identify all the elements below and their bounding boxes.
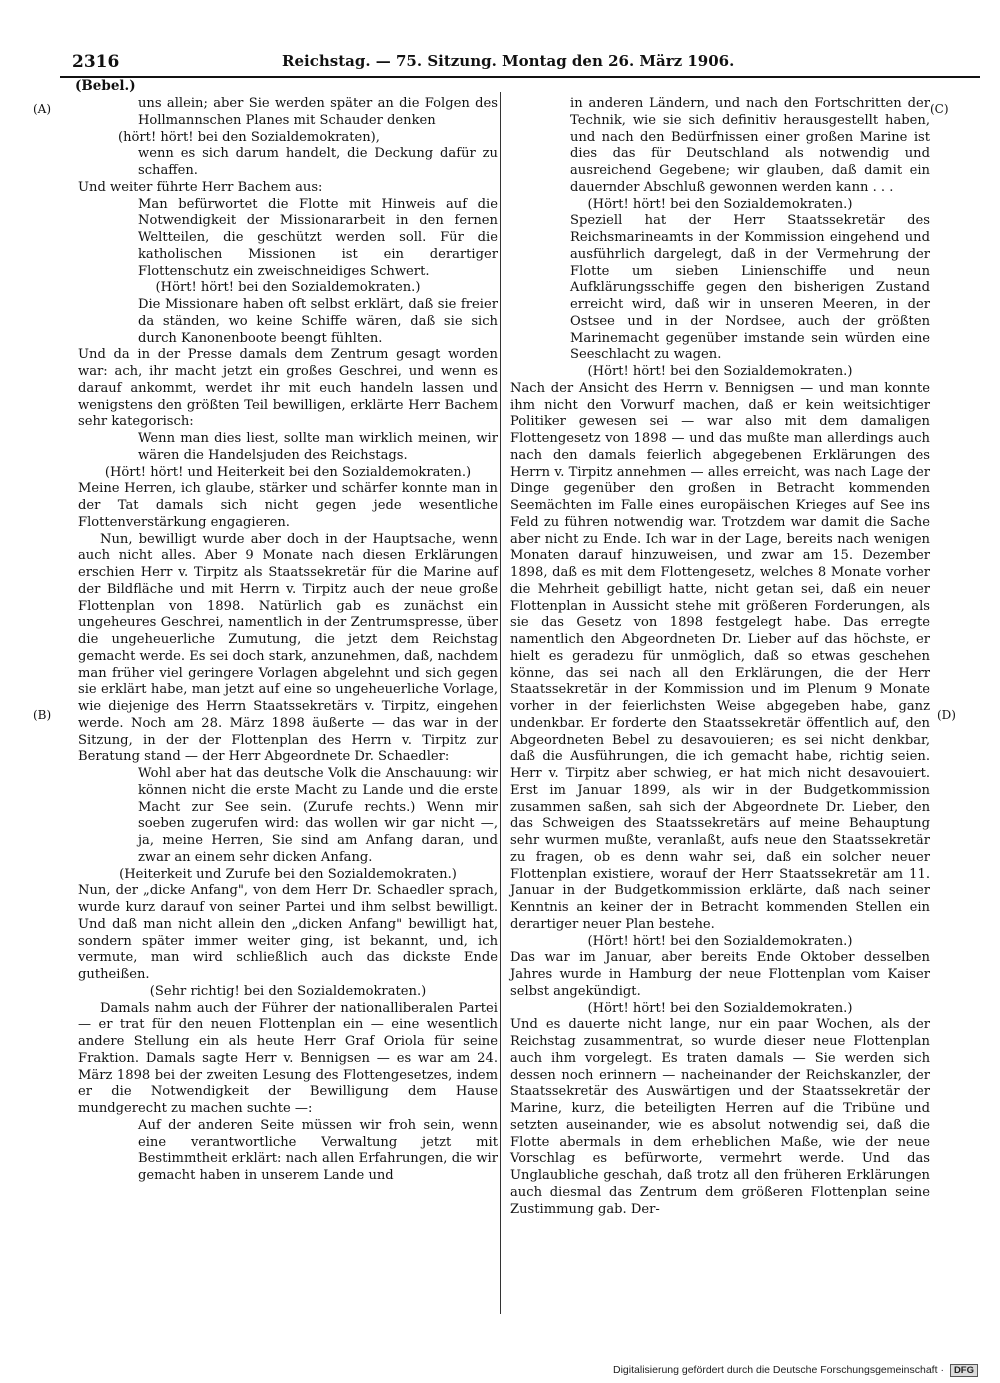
paragraph: Nun, der „dicke Anfang", von dem Herr Dr. Schaedler sprach, wurde kurz darauf von seiner Partei und ihm selbst bewilligt. Und daß man nicht allein den „dicken Anfang" bewilligt hat, sondern später immer weiter ging, ist bekannt, und, ich vermute, man wird schließlich auch das dickste Ende gutheißen. [78, 883, 498, 982]
paragraph: Damals nahm auch der Führer der nationalliberalen Partei — er trat für den neuen Flottenplan ein — eine wesentlich andere Stellung ein als heute Herr Graf Oriola für seine Fraktion. Damals sagte Herr v. Bennigsen — es war am 24. März 1898 bei der zweiten Lesung des Flottengesetzes, indem er die Notwendigkeit der Bewilligung dem Hause mundgerecht zu machen suchte —: [78, 1000, 498, 1116]
quotation-paragraph: Man befürwortet die Flotte mit Hinweis auf die Notwendigkeit der Missionararbeit in den fernen Weltteilen, die geschützt werden soll. Für die katholischen Missionen ist ein derartiger Flottenschutz ein zweischneidiges Schwert. [138, 196, 498, 279]
paragraph: Und weiter führte Herr Bachem aus: [78, 179, 323, 195]
interjection: (Hört! hört! bei den Sozialdemokraten.) [587, 196, 853, 212]
quotation-paragraph: uns allein; aber Sie werden später an die Folgen des Hollmannschen Planes mit Schauder denken [138, 96, 498, 128]
margin-marker-c: (C) [930, 102, 949, 116]
interjection: (hört! hört! bei den Sozialdemokraten), [118, 129, 380, 145]
quotation-paragraph: Wohl aber hat das deutsche Volk die Anschauung: wir können nicht die erste Macht zu Lande und die erste Macht zur See sein. (Zurufe rechts.) Wenn mir soeben zugerufen wird: das wollen wir gar nicht —, ja, meine Herren, Sie sind am Anfang daran, und zwar an einem sehr dicken Anfang. [138, 766, 498, 865]
margin-marker-a: (A) [33, 102, 52, 116]
interjection: (Hört! hört! bei den Sozialdemokraten.) [155, 280, 421, 296]
footer-credit [613, 1364, 978, 1377]
running-title: Reichstag. — 75. Sitzung. Montag den 26. März 1906. [282, 52, 735, 70]
page-number: 2316 [72, 52, 120, 72]
interjection: (Hört! hört! und Heiterkeit bei den Sozialdemokraten.) [104, 464, 472, 480]
margin-marker-d: (D) [937, 708, 956, 722]
quotation-paragraph: Die Missionare haben oft selbst erklärt, daß sie freier da ständen, wo keine Schiffe wären, daß sie sich durch Kanonenboote beengt fühlten. [138, 297, 498, 346]
margin-marker-b: (B) [33, 708, 52, 722]
interjection: (Hört! hört! bei den Sozialdemokraten.) [587, 364, 853, 379]
quotation-paragraph: Wenn man dies liest, sollte man wirklich meinen, wir wären die Handelsjuden des Reichstags. [138, 431, 498, 463]
paragraph: Meine Herren, ich glaube, stärker und schärfer konnte man in der Tat damals sich nicht gegen jede wesentliche Flottenverstärkung engagieren. [78, 481, 498, 530]
left-column [78, 96, 498, 1185]
paragraph: Das war im Januar, aber bereits Ende Oktober desselben Jahres wurde in Hamburg der neue Flottenplan vom Kaiser selbst angekündigt. [510, 950, 930, 999]
column-divider [500, 92, 501, 1314]
interjection: (Heiterkeit und Zurufe bei den Sozialdemokraten.) [119, 866, 457, 882]
interjection: (Hört! hört! bei den Sozialdemokraten.) [587, 933, 853, 949]
right-column [510, 96, 930, 1218]
paragraph: Und da in der Presse damals dem Zentrum gesagt worden war: ach, ihr macht jetzt ein großes Geschrei, und wenn es darauf ankommt, werdet ihr mit euch handeln lassen und wenigstens den größten Teil bewilligen, erklärte Herr Bachem sehr kategorisch: [78, 347, 498, 430]
footer-text: Digitalisierung gefördert durch die Deutsche Forschungsgemeinschaft · [613, 1364, 944, 1376]
quotation-paragraph: Auf der anderen Seite müssen wir froh sein, wenn eine verantwortliche Verwaltung jetzt mit Bestimmtheit erklärt: nach allen Erfahrungen, die wir gemacht haben in unserem Lande und [138, 1117, 498, 1183]
paragraph: Und es dauerte nicht lange, nur ein paar Wochen, als der Reichstag zusammentrat, so wurde dieser neue Flottenplan auch ihm vorgelegt. Es traten damals — Sie werden sich dessen noch erinnern — nacheinander der Reichskanzler, der Staatssekretär des Auswärtigen und der Staatssekretär der Marine, kurz, die beteiligten Herren auf die Tribüne und setzten auseinander, wie es absolut notwendig sei, daß die Flotte abermals in dem erheblichen Maße, wie der neue Vorschlag es befürworte, vermehrt werde. Und das Unglaubliche geschah, daß trotz all den früheren Erklärungen auch diesmal das Zentrum dem größeren Flottenplan seine Zustimmung gab. Der- [510, 1017, 930, 1217]
interjection: (Sehr richtig! bei den Sozialdemokraten.) [149, 983, 427, 999]
quotation-paragraph: in anderen Ländern, und nach den Fortschritten der Technik, wie sie sich definitiv herausgestellt haben, und nach den Bedürfnissen einer großen Marine ist dies das für Deutschland als notwendig und ausreichend Gegebene; wir glauben, daß damit ein dauernder Abschluß gewonnen werden kann . . . [570, 96, 930, 195]
speaker-label: (Bebel.) [75, 78, 136, 94]
dfg-logo: DFG [950, 1364, 978, 1377]
paragraph: Nun, bewilligt wurde aber doch in der Hauptsache, wenn auch nicht alles. Aber 9 Monate nach diesen Erklärungen erschien Herr v. Tirpitz als Staatssekretär für die Marine auf der Bildfläche und mit Herrn v. Tirpitz auch der neue große Flottenplan von 1898. Natürlich gab es zunächst ein ungeheures Geschrei, namentlich in der Zentrumspresse, über die ungeheuerliche Zumutung, die jetzt dem Reichstag gemacht werde. Es sei doch stark, anzunehmen, daß, nachdem man früher viel geringere Vorlagen abgelehnt und sich gegen sie erklärt habe, man jetzt auf eine so ungeheuerliche Vorlage, wie diejenige des Herrn Staatssekretärs v. Tirpitz, eingehen werde. Noch am 28. März 1898 äußerte — das war in der Sitzung, in der der Flottenplan des Herrn v. Tirpitz zur Beratung stand — der Herr Abgeordnete Dr. Schaedler: [78, 531, 498, 765]
paragraph: Nach der Ansicht des Herrn v. Bennigsen — und man konnte ihm nicht den Vorwurf machen, daß er kein weitsichtiger Politiker gewesen sei — war also mit dem damaligen Flottengesetz von 1898 — und das mußte man allerdings auch nach den damals feierlich abgegebenen Erklärungen des Herrn v. Tirpitz annehmen — alles erreicht, was nach Lage der Dinge gegenüber den großen in Betracht kommenden Seemächten im Falle eines europäischen Krieges auf See ins Feld zu führen notwendig war. Trotzdem war damit die Sache aber nicht zu Ende. Ich war in der Lage, bereits nach wenigen Monaten darauf hinzuweisen, und zwar am 15. Dezember 1898, daß es mit dem Flottengesetz, welches 8 Monate vorher die Mehrheit gebilligt hatte, nicht getan sei, daß ein neuer Flottenplan in Aussicht stehe mit größeren Forderungen, als sie das Gesetz von 1898 festgelegt habe. Das erregte namentlich den Abgeordneten Dr. Lieber auf das höchste, er hielt es geradezu für unmöglich, daß so etwas geschehen könne, das sei nach all den Erklärungen, die der Herr Staatssekretär in der Kommission und im Plenum 9 Monate vorher in der feierlichsten Weise abgegeben habe, ganz undenkbar. Er forderte den Staatssekretär öffentlich auf, den Abgeordneten Bebel zu desavouieren; es sei nicht denkbar, daß die Ausführungen, die ich gemacht habe, richtig seien. Herr v. Tirpitz aber schwieg, er hat mich nicht desavouiert. Erst im Januar 1899, als wir in der Budgetkommission zusammen saßen, sah sich der Abgeordnete Dr. Lieber, den das Schweigen des Staatssekretärs auf meine Behauptung sehr wurmen mußte, veranlaßt, aufs neue den Staatssekretär zu fragen, ob es denn wahr sei, daß ein solcher neuer Flottenplan existiere, worauf der Herr Staatssekretär am 11. Januar in der Budgetkommission erklärte, daß nach seiner Kenntnis an keiner der in Betracht kommenden Stellen ein derartiger neuer Plan bestehe. [510, 380, 930, 932]
quotation-paragraph: wenn es sich darum handelt, die Deckung dafür zu schaffen. [138, 146, 498, 178]
interjection: (Hört! hört! bei den Sozialdemokraten.) [587, 1000, 853, 1016]
page-header [60, 50, 980, 78]
quotation-paragraph: Speziell hat der Herr Staatssekretär des Reichsmarineamts in der Kommission eingehend und ausführlich dargelegt, daß in der Vermehrung der Flotte um sieben Linienschiffe und neun Aufklärungsschiffe gegen den bisherigen Zustand erreicht wird, daß wir in unseren Meeren, in der Ostsee und in der Nordsee, auch der größten Marinemacht gegenüber imstande sein würden eine Seeschlacht zu wagen. [570, 213, 930, 363]
